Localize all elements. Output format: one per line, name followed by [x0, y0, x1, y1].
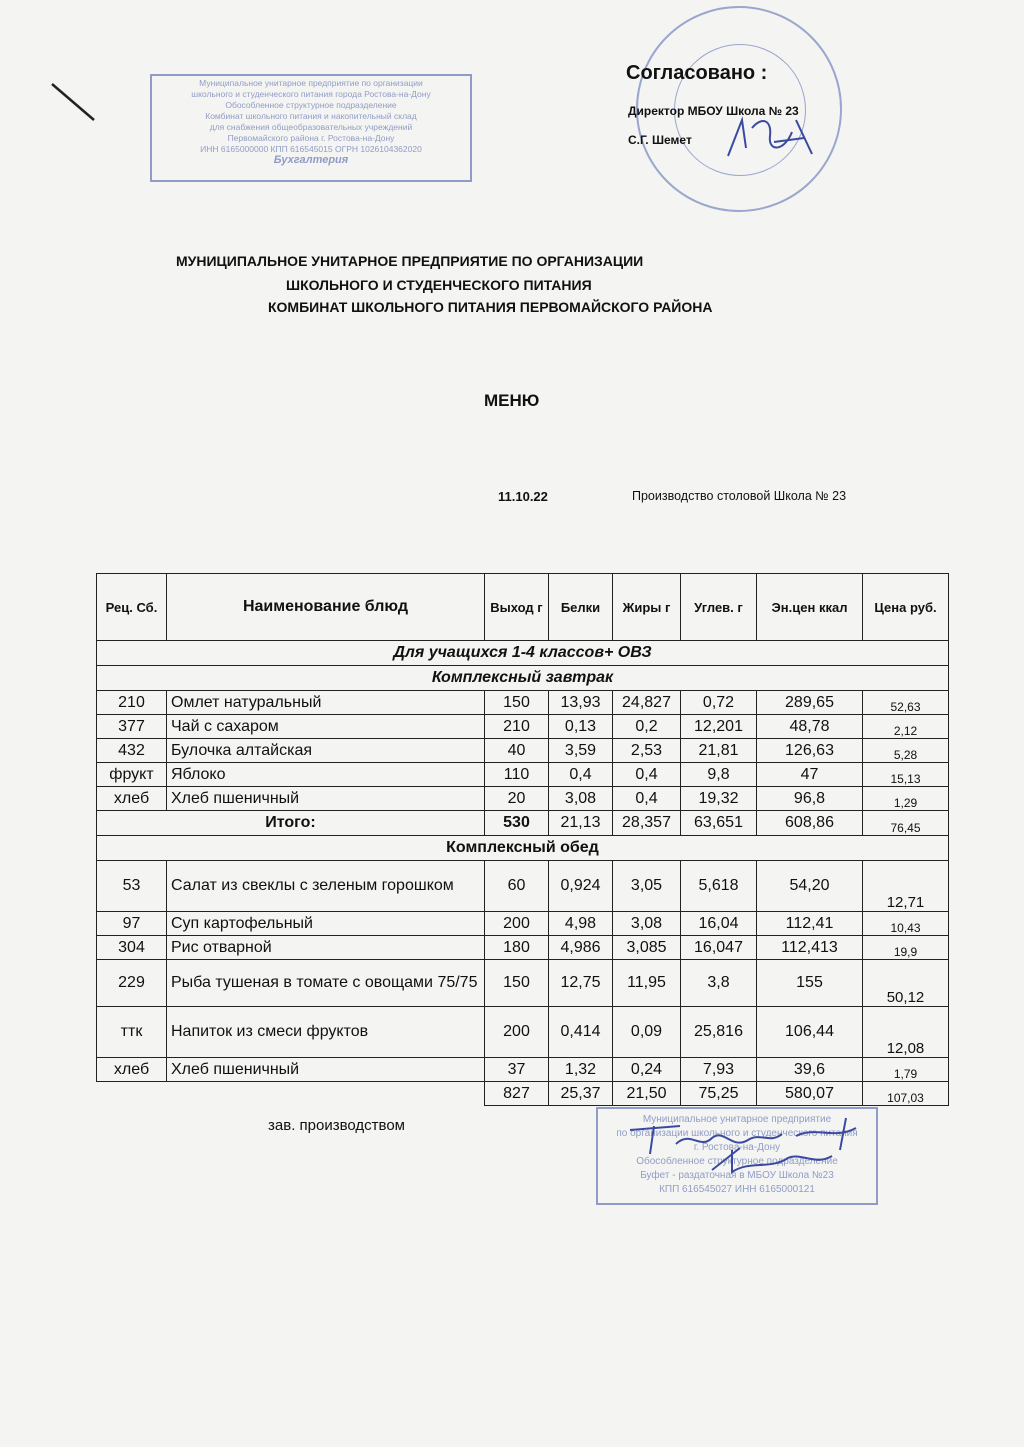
energy-cell: 112,413 — [757, 936, 863, 960]
fat-cell: 0,2 — [613, 715, 681, 739]
protein-cell: 3,08 — [549, 787, 613, 811]
page-title: МЕНЮ — [484, 391, 540, 410]
protein-cell: 1,32 — [549, 1058, 613, 1082]
table-row — [97, 960, 949, 1007]
energy-cell: 39,6 — [757, 1058, 863, 1082]
output-cell: 40 — [485, 739, 549, 763]
dish-name-cell: Салат из свеклы с зеленым горошком — [167, 861, 485, 912]
menu-date: 11.10.22 — [498, 489, 548, 504]
stamp-line: по организации школьного и студенческого питания — [616, 1128, 858, 1139]
fat-cell: 3,085 — [613, 936, 681, 960]
stamp-line: для снабжения общеобразовательных учреждений — [209, 122, 413, 132]
stamp-line: Муниципальное унитарное предприятие — [642, 1114, 832, 1125]
manager-signature — [620, 1110, 880, 1180]
production-manager-label: зав. производством — [268, 1117, 405, 1134]
total-output: 827 — [485, 1082, 549, 1106]
carbs-cell: 19,32 — [681, 787, 757, 811]
table-row — [97, 1058, 949, 1082]
dish-name-cell: Рыба тушеная в томате с овощами 75/75 — [167, 960, 485, 1007]
rec-cell: 377 — [97, 715, 167, 739]
org-line-2: ШКОЛЬНОГО И СТУДЕНЧЕСКОГО ПИТАНИЯ — [286, 277, 592, 293]
fat-cell: 0,4 — [613, 763, 681, 787]
protein-cell: 3,59 — [549, 739, 613, 763]
col-header-protein: Белки — [549, 574, 613, 641]
menu-table — [96, 573, 949, 1106]
carbs-cell: 21,81 — [681, 739, 757, 763]
dish-name-cell: Хлеб пшеничный — [167, 787, 485, 811]
protein-cell: 0,924 — [549, 861, 613, 912]
energy-cell: 54,20 — [757, 861, 863, 912]
dish-name-cell: Булочка алтайская — [167, 739, 485, 763]
carbs-cell: 7,93 — [681, 1058, 757, 1082]
org-line-1: МУНИЦИПАЛЬНОЕ УНИТАРНОЕ ПРЕДПРИЯТИЕ ПО ОРГАНИЗАЦИИ — [176, 253, 644, 269]
table-row — [97, 936, 949, 960]
carbs-cell: 16,047 — [681, 936, 757, 960]
price-cell: 10,43 — [863, 912, 949, 936]
rec-cell: 97 — [97, 912, 167, 936]
fat-cell: 2,53 — [613, 739, 681, 763]
protein-cell: 0,13 — [549, 715, 613, 739]
total-fat: 21,50 — [613, 1082, 681, 1106]
dish-name-cell: Яблоко — [167, 763, 485, 787]
stamp-line: Буфет - раздаточная в МБОУ Школа №23 — [640, 1170, 834, 1181]
dish-name-cell: Суп картофельный — [167, 912, 485, 936]
production-label: Производство столовой Школа № 23 — [632, 489, 847, 503]
price-cell: 1,29 — [863, 787, 949, 811]
output-cell: 110 — [485, 763, 549, 787]
fat-cell: 24,827 — [613, 691, 681, 715]
lunch-total-row — [97, 1082, 949, 1106]
energy-cell: 48,78 — [757, 715, 863, 739]
fat-cell: 3,05 — [613, 861, 681, 912]
total-empty — [97, 1082, 485, 1106]
dish-name-cell: Хлеб пшеничный — [167, 1058, 485, 1082]
dish-name-cell: Омлет натуральный — [167, 691, 485, 715]
col-header-carbs: Углев. г — [681, 574, 757, 641]
output-cell: 210 — [485, 715, 549, 739]
dish-name-cell: Напиток из смеси фруктов — [167, 1007, 485, 1058]
protein-cell: 13,93 — [549, 691, 613, 715]
stamp-line: Обособленное структурное подразделение — [636, 1156, 838, 1167]
col-header-price: Цена руб. — [863, 574, 949, 641]
carbs-cell: 16,04 — [681, 912, 757, 936]
price-cell: 5,28 — [863, 739, 949, 763]
fat-cell: 0,4 — [613, 787, 681, 811]
total-fat: 28,357 — [613, 811, 681, 836]
table-row — [97, 912, 949, 936]
breakfast-total-row — [97, 811, 949, 836]
price-cell: 19,9 — [863, 936, 949, 960]
approval-name: С.Г. Шемет — [628, 133, 692, 147]
total-carbs: 63,651 — [681, 811, 757, 836]
col-header-output: Выход г — [485, 574, 549, 641]
lunch-title: Комплексный обед — [97, 836, 949, 861]
stamp-line: Первомайского района г. Ростова-на-Дону — [227, 133, 395, 143]
rec-cell: 304 — [97, 936, 167, 960]
col-header-rec: Рец. Сб. — [97, 574, 167, 641]
total-output: 530 — [485, 811, 549, 836]
col-header-fat: Жиры г — [613, 574, 681, 641]
stamp-line: ИНН 6165000000 КПП 616545015 ОГРН 1026104362020 — [200, 144, 422, 154]
total-label: Итого: — [97, 811, 485, 836]
stamp-line: г. Ростова-на-Дону — [693, 1142, 781, 1153]
total-price: 76,45 — [863, 811, 949, 836]
fat-cell: 0,09 — [613, 1007, 681, 1058]
total-carbs: 75,25 — [681, 1082, 757, 1106]
rec-cell: хлеб — [97, 1058, 167, 1082]
pen-mark — [48, 78, 100, 126]
rec-cell: 53 — [97, 861, 167, 912]
carbs-cell: 0,72 — [681, 691, 757, 715]
output-cell: 20 — [485, 787, 549, 811]
group-title: Для учащихся 1-4 классов+ ОВЗ — [97, 641, 949, 666]
output-cell: 150 — [485, 691, 549, 715]
total-price: 107,03 — [863, 1082, 949, 1106]
total-energy: 580,07 — [757, 1082, 863, 1106]
rec-cell: 432 — [97, 739, 167, 763]
breakfast-title: Комплексный завтрак — [97, 666, 949, 691]
price-cell: 1,79 — [863, 1058, 949, 1082]
table-row — [97, 691, 949, 715]
energy-cell: 155 — [757, 960, 863, 1007]
approval-director: Директор МБОУ Школа № 23 — [628, 104, 799, 118]
accounting-stamp — [150, 74, 472, 182]
lunch-section-row — [97, 836, 949, 861]
rec-cell: хлеб — [97, 787, 167, 811]
total-protein: 21,13 — [549, 811, 613, 836]
rec-cell: ттк — [97, 1007, 167, 1058]
output-cell: 200 — [485, 1007, 549, 1058]
stamp-line: школьного и студенческого питания города Ростова-на-Дону — [191, 89, 431, 99]
protein-cell: 4,986 — [549, 936, 613, 960]
rec-cell: 229 — [97, 960, 167, 1007]
stamp-line: КПП 616545027 ИНН 6165000121 — [659, 1184, 815, 1195]
stamp-line: Обособленное структурное подразделение — [225, 100, 397, 110]
output-cell: 37 — [485, 1058, 549, 1082]
fat-cell: 11,95 — [613, 960, 681, 1007]
price-cell: 12,08 — [863, 1007, 949, 1058]
rec-cell: 210 — [97, 691, 167, 715]
energy-cell: 47 — [757, 763, 863, 787]
total-protein: 25,37 — [549, 1082, 613, 1106]
energy-cell: 289,65 — [757, 691, 863, 715]
price-cell: 50,12 — [863, 960, 949, 1007]
col-header-name: Наименование блюд — [167, 574, 485, 641]
output-cell: 200 — [485, 912, 549, 936]
approval-title: Согласовано : — [626, 62, 768, 84]
price-cell: 12,71 — [863, 861, 949, 912]
group-row — [97, 641, 949, 666]
protein-cell: 12,75 — [549, 960, 613, 1007]
output-cell: 180 — [485, 936, 549, 960]
table-row — [97, 715, 949, 739]
stamp-line: Комбинат школьного питания и накопительный склад — [205, 111, 417, 121]
price-cell: 15,13 — [863, 763, 949, 787]
rec-cell: фрукт — [97, 763, 167, 787]
carbs-cell: 25,816 — [681, 1007, 757, 1058]
breakfast-section-row — [97, 666, 949, 691]
table-row — [97, 1007, 949, 1058]
col-header-energy: Эн.цен ккал — [757, 574, 863, 641]
table-row — [97, 763, 949, 787]
dish-name-cell: Рис отварной — [167, 936, 485, 960]
table-row — [97, 739, 949, 763]
fat-cell: 0,24 — [613, 1058, 681, 1082]
total-energy: 608,86 — [757, 811, 863, 836]
protein-cell: 4,98 — [549, 912, 613, 936]
dish-name-cell: Чай с сахаром — [167, 715, 485, 739]
output-cell: 150 — [485, 960, 549, 1007]
carbs-cell: 9,8 — [681, 763, 757, 787]
energy-cell: 96,8 — [757, 787, 863, 811]
org-line-3: КОМБИНАТ ШКОЛЬНОГО ПИТАНИЯ ПЕРВОМАЙСКОГО РАЙОНА — [268, 299, 713, 315]
carbs-cell: 12,201 — [681, 715, 757, 739]
energy-cell: 126,63 — [757, 739, 863, 763]
protein-cell: 0,414 — [549, 1007, 613, 1058]
carbs-cell: 3,8 — [681, 960, 757, 1007]
fat-cell: 3,08 — [613, 912, 681, 936]
price-cell: 52,63 — [863, 691, 949, 715]
protein-cell: 0,4 — [549, 763, 613, 787]
output-cell: 60 — [485, 861, 549, 912]
price-cell: 2,12 — [863, 715, 949, 739]
carbs-cell: 5,618 — [681, 861, 757, 912]
table-header-row — [97, 574, 949, 641]
stamp-title: Бухгалтерия — [273, 155, 349, 166]
table-row — [97, 861, 949, 912]
table-row — [97, 787, 949, 811]
energy-cell: 106,44 — [757, 1007, 863, 1058]
stamp-line: Муниципальное унитарное предприятие по организации — [199, 78, 423, 88]
director-signature — [712, 108, 822, 168]
energy-cell: 112,41 — [757, 912, 863, 936]
